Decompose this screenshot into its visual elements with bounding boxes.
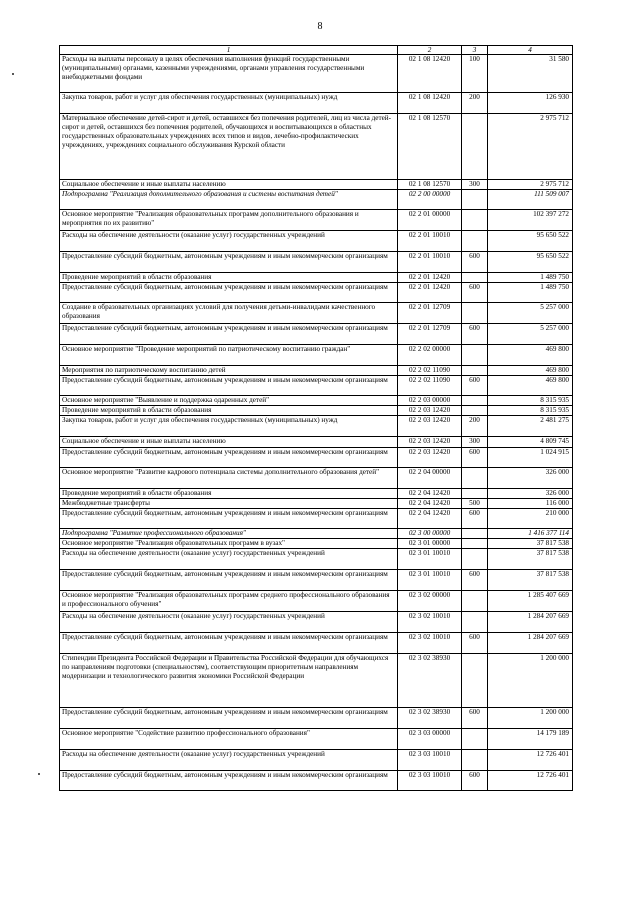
- row-sum-cell: 31 580: [488, 55, 573, 93]
- row-name-cell: Закупка товаров, работ и услуг для обеспечения государственных (муниципальных) нужд: [60, 416, 398, 437]
- row-sum-cell: 2 975 712: [488, 114, 573, 180]
- table-row: [60, 467, 573, 488]
- row-sum-cell: 111 509 007: [488, 190, 573, 210]
- header-col-1: 1: [60, 46, 398, 55]
- row-name-cell: Основное мероприятие "Выявление и поддержка одаренных детей": [60, 396, 398, 406]
- row-type-cell: 200: [462, 93, 488, 114]
- table-row: [60, 210, 573, 231]
- row-name-cell: Предоставление субсидий бюджетным, автономным учреждениям и иным некоммерческим организациям: [60, 569, 398, 590]
- row-code-cell: 02 1 08 12570: [398, 180, 462, 190]
- row-code-cell: 02 2 01 12709: [398, 324, 462, 345]
- row-name-cell: Расходы на обеспечение деятельности (оказание услуг) государственных учреждений: [60, 611, 398, 632]
- margin-dot-bottom: [38, 773, 40, 775]
- row-type-cell: 600: [462, 770, 488, 790]
- table-row: [60, 303, 573, 324]
- row-name-cell: Основное мероприятие "Проведение мероприятий по патриотическому воспитанию граждан": [60, 345, 398, 366]
- row-sum-cell: 1 284 207 669: [488, 611, 573, 632]
- row-code-cell: 02 1 08 12570: [398, 114, 462, 180]
- row-code-cell: 02 3 02 00000: [398, 590, 462, 611]
- row-sum-cell: 1 200 000: [488, 707, 573, 728]
- table-row: [60, 569, 573, 590]
- row-name-cell: Предоставление субсидий бюджетным, автономным учреждениям и иным некоммерческим организациям: [60, 283, 398, 303]
- row-code-cell: 02 2 04 00000: [398, 467, 462, 488]
- row-sum-cell: 210 000: [488, 508, 573, 528]
- budget-table: [59, 45, 573, 791]
- row-type-cell: 600: [462, 707, 488, 728]
- row-code-cell: 02 2 03 12420: [398, 437, 462, 447]
- row-code-cell: 02 3 02 10010: [398, 611, 462, 632]
- row-name-cell: Создание в образовательных организациях условий для получения детьми-инвалидами качественного образования: [60, 303, 398, 324]
- table-row: [60, 707, 573, 728]
- table-row: [60, 437, 573, 447]
- row-sum-cell: 8 315 935: [488, 406, 573, 416]
- row-code-cell: 02 1 08 12420: [398, 93, 462, 114]
- row-name-cell: Предоставление субсидий бюджетным, автономным учреждениям и иным некоммерческим организациям: [60, 447, 398, 467]
- row-sum-cell: 469 800: [488, 376, 573, 396]
- row-code-cell: 02 1 08 12420: [398, 55, 462, 93]
- table-row: [60, 406, 573, 416]
- row-sum-cell: 1 200 000: [488, 653, 573, 707]
- row-code-cell: 02 3 02 10010: [398, 632, 462, 653]
- row-code-cell: 02 2 02 00000: [398, 345, 462, 366]
- table-row: [60, 231, 573, 252]
- row-type-cell: [462, 548, 488, 569]
- row-code-cell: 02 2 01 00000: [398, 210, 462, 231]
- row-name-cell: Стипендии Президента Российской Федерации и Правительства Российской Федерации для обучающихся по направлениям подготовки (специальностям), соответствующим приоритетным направлениям модернизации и технологического развития экономики Российской Федерации: [60, 653, 398, 707]
- row-sum-cell: 326 000: [488, 467, 573, 488]
- row-name-cell: Проведение мероприятий в области образования: [60, 488, 398, 498]
- header-col-4: 4: [488, 46, 573, 55]
- row-code-cell: 02 2 01 12420: [398, 283, 462, 303]
- table-row: [60, 538, 573, 548]
- row-sum-cell: 126 930: [488, 93, 573, 114]
- row-type-cell: [462, 653, 488, 707]
- row-sum-cell: 14 179 189: [488, 728, 573, 749]
- row-sum-cell: 12 726 401: [488, 770, 573, 790]
- row-name-cell: Социальное обеспечение и иные выплаты населению: [60, 437, 398, 447]
- row-code-cell: 02 2 01 12420: [398, 273, 462, 283]
- row-sum-cell: 469 800: [488, 345, 573, 366]
- row-name-cell: Расходы на обеспечение деятельности (оказание услуг) государственных учреждений: [60, 749, 398, 770]
- table-row: [60, 283, 573, 303]
- row-sum-cell: 1 284 207 669: [488, 632, 573, 653]
- row-sum-cell: 2 481 275: [488, 416, 573, 437]
- row-sum-cell: 116 000: [488, 498, 573, 508]
- row-code-cell: 02 2 01 10010: [398, 252, 462, 273]
- row-sum-cell: 1 489 750: [488, 273, 573, 283]
- row-type-cell: [462, 273, 488, 283]
- row-type-cell: [462, 611, 488, 632]
- row-code-cell: 02 3 02 38930: [398, 707, 462, 728]
- table-row: [60, 252, 573, 273]
- row-name-cell: Основное мероприятие "Развитие кадрового потенциала системы дополнительного образования детей": [60, 467, 398, 488]
- row-name-cell: Предоставление субсидий бюджетным, автономным учреждениям и иным некоммерческим организациям: [60, 632, 398, 653]
- row-sum-cell: 5 257 000: [488, 303, 573, 324]
- row-code-cell: 02 2 03 12420: [398, 416, 462, 437]
- table-row: [60, 324, 573, 345]
- table-row: [60, 447, 573, 467]
- row-sum-cell: 5 257 000: [488, 324, 573, 345]
- table-row: [60, 114, 573, 180]
- row-type-cell: [462, 210, 488, 231]
- page-number: 8: [317, 21, 323, 32]
- row-name-cell: Расходы на выплаты персоналу в целях обеспечения выполнения функций государственными (муниципальными) органами, казенными учреждениями, органами управления государственными внебюджетными фондами: [60, 55, 398, 93]
- row-sum-cell: 37 817 538: [488, 569, 573, 590]
- row-sum-cell: 37 817 538: [488, 548, 573, 569]
- row-name-cell: Проведение мероприятий в области образования: [60, 406, 398, 416]
- row-sum-cell: 1 024 915: [488, 447, 573, 467]
- table-row: [60, 498, 573, 508]
- table-row: [60, 528, 573, 538]
- row-type-cell: 300: [462, 180, 488, 190]
- row-sum-cell: 1 285 407 669: [488, 590, 573, 611]
- row-sum-cell: 326 000: [488, 488, 573, 498]
- row-name-cell: Закупка товаров, работ и услуг для обеспечения государственных (муниципальных) нужд: [60, 93, 398, 114]
- row-name-cell: Предоставление субсидий бюджетным, автономным учреждениям и иным некоммерческим организациям: [60, 707, 398, 728]
- margin-dot-top: [12, 73, 14, 75]
- row-type-cell: 600: [462, 252, 488, 273]
- row-type-cell: [462, 728, 488, 749]
- header-col-2: 2: [398, 46, 462, 55]
- row-code-cell: 02 2 01 10010: [398, 231, 462, 252]
- row-code-cell: 02 2 03 00000: [398, 396, 462, 406]
- row-name-cell: Материальное обеспечение детей-сирот и детей, оставшихся без попечения родителей, лиц из числа детей-сирот и детей, оставшихся без попечения родителей, обучающихся и воспитывающихся в областных государственных образовательных учреждениях всех типов и видов, лечебно-профилактических учреждениях, учреждениях социального обслуживания Курской области: [60, 114, 398, 180]
- row-sum-cell: 12 726 401: [488, 749, 573, 770]
- row-type-cell: [462, 590, 488, 611]
- row-name-cell: Основное мероприятие "Реализация образовательных программ среднего профессионального образования и профессионального обучения": [60, 590, 398, 611]
- row-code-cell: 02 3 03 10010: [398, 749, 462, 770]
- row-name-cell: Предоставление субсидий бюджетным, автономным учреждениям и иным некоммерческим организациям: [60, 770, 398, 790]
- row-type-cell: 300: [462, 437, 488, 447]
- row-sum-cell: 469 800: [488, 366, 573, 376]
- table-row: [60, 508, 573, 528]
- table-row: [60, 728, 573, 749]
- row-sum-cell: 1 416 377 114: [488, 528, 573, 538]
- row-type-cell: [462, 528, 488, 538]
- row-type-cell: [462, 488, 488, 498]
- row-type-cell: [462, 345, 488, 366]
- row-type-cell: [462, 190, 488, 210]
- row-code-cell: 02 2 04 12420: [398, 488, 462, 498]
- row-name-cell: Расходы на обеспечение деятельности (оказание услуг) государственных учреждений: [60, 231, 398, 252]
- table-row: [60, 190, 573, 210]
- table-row: [60, 611, 573, 632]
- row-sum-cell: 102 397 272: [488, 210, 573, 231]
- row-code-cell: 02 2 03 12420: [398, 406, 462, 416]
- row-type-cell: [462, 114, 488, 180]
- row-type-cell: 600: [462, 632, 488, 653]
- row-name-cell: Социальное обеспечение и иные выплаты населению: [60, 180, 398, 190]
- table-row: [60, 770, 573, 790]
- row-type-cell: 600: [462, 569, 488, 590]
- row-code-cell: 02 3 02 38930: [398, 653, 462, 707]
- row-code-cell: 02 2 02 11090: [398, 376, 462, 396]
- table-row: [60, 488, 573, 498]
- row-code-cell: 02 2 04 12420: [398, 508, 462, 528]
- row-name-cell: Предоставление субсидий бюджетным, автономным учреждениям и иным некоммерческим организациям: [60, 324, 398, 345]
- row-name-cell: Расходы на обеспечение деятельности (оказание услуг) государственных учреждений: [60, 548, 398, 569]
- row-code-cell: 02 3 00 00000: [398, 528, 462, 538]
- row-name-cell: Основное мероприятие "Реализация образовательных программ в вузах": [60, 538, 398, 548]
- row-type-cell: [462, 467, 488, 488]
- row-name-cell: Предоставление субсидий бюджетным, автономным учреждениям и иным некоммерческим организациям: [60, 252, 398, 273]
- row-type-cell: 100: [462, 55, 488, 93]
- row-code-cell: 02 3 01 10010: [398, 569, 462, 590]
- row-code-cell: 02 3 01 00000: [398, 538, 462, 548]
- row-type-cell: 500: [462, 498, 488, 508]
- row-name-cell: Подпрограмма "Реализация дополнительного образования и системы воспитания детей": [60, 190, 398, 210]
- row-sum-cell: 37 817 538: [488, 538, 573, 548]
- row-type-cell: [462, 303, 488, 324]
- row-type-cell: [462, 396, 488, 406]
- table-row: [60, 632, 573, 653]
- row-code-cell: 02 2 01 12709: [398, 303, 462, 324]
- row-sum-cell: 4 809 745: [488, 437, 573, 447]
- row-type-cell: 200: [462, 416, 488, 437]
- row-code-cell: 02 2 02 11090: [398, 366, 462, 376]
- row-type-cell: [462, 231, 488, 252]
- row-name-cell: Основное мероприятие "Реализация образовательных программ дополнительного образования и мероприятия по их развитию": [60, 210, 398, 231]
- table-row: [60, 376, 573, 396]
- row-type-cell: 600: [462, 376, 488, 396]
- table-row: [60, 55, 573, 93]
- row-sum-cell: 1 489 750: [488, 283, 573, 303]
- table-row: [60, 273, 573, 283]
- row-type-cell: [462, 538, 488, 548]
- table-row: [60, 396, 573, 406]
- row-name-cell: Предоставление субсидий бюджетным, автономным учреждениям и иным некоммерческим организациям: [60, 376, 398, 396]
- row-code-cell: 02 3 03 00000: [398, 728, 462, 749]
- row-code-cell: 02 3 01 10010: [398, 548, 462, 569]
- table-header-row: [60, 46, 573, 55]
- row-type-cell: 600: [462, 324, 488, 345]
- row-code-cell: 02 3 03 10010: [398, 770, 462, 790]
- table-row: [60, 548, 573, 569]
- row-name-cell: Основное мероприятие "Содействие развитию профессионального образования": [60, 728, 398, 749]
- row-code-cell: 02 2 03 12420: [398, 447, 462, 467]
- row-sum-cell: 95 650 522: [488, 231, 573, 252]
- row-code-cell: 02 2 04 12420: [398, 498, 462, 508]
- table-row: [60, 345, 573, 366]
- table-row: [60, 416, 573, 437]
- row-code-cell: 02 2 00 00000: [398, 190, 462, 210]
- row-type-cell: [462, 406, 488, 416]
- row-name-cell: Подпрограмма "Развитие профессионального образования": [60, 528, 398, 538]
- table-row: [60, 366, 573, 376]
- row-name-cell: Межбюджетные трансферты: [60, 498, 398, 508]
- row-name-cell: Мероприятия по патриотическому воспитанию детей: [60, 366, 398, 376]
- table-row: [60, 93, 573, 114]
- row-name-cell: Проведение мероприятий в области образования: [60, 273, 398, 283]
- row-type-cell: 600: [462, 508, 488, 528]
- row-name-cell: Предоставление субсидий бюджетным, автономным учреждениям и иным некоммерческим организациям: [60, 508, 398, 528]
- table-row: [60, 749, 573, 770]
- table-row: [60, 590, 573, 611]
- row-type-cell: [462, 366, 488, 376]
- row-type-cell: [462, 749, 488, 770]
- table-row: [60, 653, 573, 707]
- row-sum-cell: 2 975 712: [488, 180, 573, 190]
- table-row: [60, 180, 573, 190]
- header-col-3: 3: [462, 46, 488, 55]
- row-type-cell: 600: [462, 283, 488, 303]
- row-sum-cell: 95 650 522: [488, 252, 573, 273]
- row-sum-cell: 8 315 935: [488, 396, 573, 406]
- row-type-cell: 600: [462, 447, 488, 467]
